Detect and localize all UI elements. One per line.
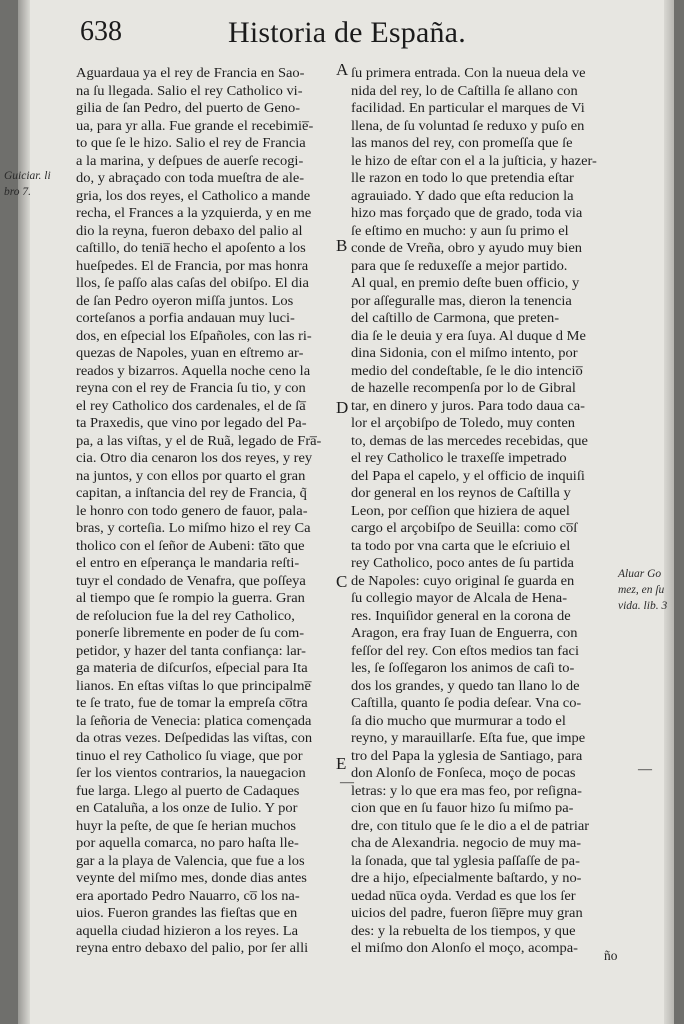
text-line: de Napoles: cuyo original ſe guarda en [351,572,575,588]
section-letter-a: A [336,60,349,79]
text-line: don Alonſo de Fonſeca, moço de pocas [351,765,576,780]
text-line: el miſmo don Alonſo el moço, acompa- [351,940,578,955]
text-line: gar a la playa de Valencia, que fue a los [76,852,305,868]
text-line: facilidad. En particular el marques de Vi [351,100,585,115]
margin-note-line: bro 7. [4,186,32,198]
text-line: te ſe trato, fue de tomar la empreſa co̅tra [76,695,308,710]
text-line: uicios del padre, fueron ſie̅pre muy gran [351,905,583,920]
text-line: ta Praxedis, que vino por legado del Pa- [76,415,307,430]
text-line: gilia de ſan Pedro, del puerto de Geno- [76,100,301,115]
text-line: tuyr el condado de Venafra, que poſſeya [76,572,306,588]
text-line: cia. Otro dia cenaron los dos reyes, y rey [76,450,313,465]
margin-note-line: vida. lib. 3 [618,600,668,612]
page-gutter [18,0,30,1024]
section-letter-e: E [336,754,347,773]
text-line: rey Catholico, poco antes de ſu partida [351,555,574,570]
text-line: les, ſe ſoſſegaron los animos de caſi to- [351,660,575,675]
section-letter-c: C [336,572,348,591]
text-line: ua, para yr alla. Fue grande el recebimie̅- [76,117,314,133]
text-line: recha, el Frances a la yzquierda, y en me [76,205,312,220]
text-line: hueſpedes. El de Francia, por mas honra [76,257,309,273]
text-line: na juntos, y con ellos por quarto el gran [76,467,306,483]
page-number: 638 [80,16,122,47]
text-line: to, demas de las mercedes recebidas, que [351,432,588,448]
text-line: reyno, y marauillarſe. Eſta fue, que impe [351,730,586,745]
text-line: quezas de Napoles, yuan en eſtremo ar- [76,345,304,360]
text-line: reyna con el rey de Francia ſu tio, y con [76,380,306,395]
text-line: Caſtilla, quanto ſe podia deſear. Vna co- [351,695,582,710]
text-line: el rey Catholico le traxeſſe impetrado [351,450,567,465]
text-line: tro del Papa la yglesia de Santiago, para [351,747,583,763]
text-line: res. Inquiſidor general en la corona de [351,607,571,623]
text-line: dina Sidonia, con el miſmo intento, por [351,345,578,360]
left-column [76,64,338,957]
text-line: de ſan Pedro oyeron miſſa juntos. Los [76,292,294,308]
text-line: cargo el arçobiſpo de Seuilla: como co̅ſ [351,520,578,535]
text-line: Aguardaua ya el rey de Francia en Sao- [76,65,305,80]
text-line: da otras vezes. Deſpedidas las viſtas, con [76,730,313,745]
margin-note-line: Guiciar. li [4,170,51,182]
text-line: dor general en los reynos de Caſtilla y [351,485,571,500]
margin-note-left [4,168,51,200]
text-line: huyr la peſte, de que ſe herian muchos [76,817,297,833]
text-line: la ſeñoria de Venecia: platica començada [76,712,312,728]
catchword: ño [604,948,618,963]
text-line: al tiempo que ſe rompio la guerra. Gran [76,590,305,605]
text-line: gria, los dos reyes, el Catholico a mande [76,187,311,203]
text-line: la ſonada, que tal yglesia paſſaſſe de pa- [351,852,580,868]
text-line: tinuo el rey Catholico ſu viage, que por [76,747,303,763]
text-line: hizo mas forçado que de grado, toda via [351,205,583,220]
margin-note-line: Aluar Go [618,568,662,580]
text-line: del caſtillo de Carmona, que preten- [351,310,560,325]
text-line: cion que en ſu fauor hizo ſu miſmo pa- [351,800,574,815]
section-letter-b: B [336,236,348,255]
book-page [4,0,674,1024]
text-line: de reſolucion fue la del rey Catholico, [76,607,295,623]
text-line: a la marina, y deſpues de auerſe recogi- [76,152,304,168]
text-line: tar, en dinero y juros. Para todo daua ca- [351,397,585,413]
text-line: del Papa el capelo, y el officio de inquiſi [351,467,585,483]
text-line: llos, ſe paſſo alas caſas del obiſpo. El dia [76,275,309,290]
text-line: feſſor del rey. Con eſtos medios tan faci [351,642,579,658]
text-line: Al qual, en premio deſte buen officio, y [351,275,580,290]
section-letter-d: D [336,398,349,417]
text-line: medio del condeſtable, ſe le dio intencio̅ [351,362,583,378]
text-line: ga materia de diſcurſos, eſpecial para Ita [76,660,308,675]
text-line: de hazelle recompenſa por lo de Gibral [351,380,576,395]
running-head: Historia de España. [228,16,466,49]
text-line: reyna entro debaxo del palio, por ſer alli [76,940,309,955]
text-line: le hizo de eſtar con el a la juſticia, y hazer- [351,152,597,168]
text-line: por aſſeguralle mas, dieron la tenencia [351,292,572,308]
text-line: dia ſe le deuia y era ſuya. Al duque d Me [351,327,586,343]
text-line: petidor, y hazer del tanta confiança: lar- [76,642,307,658]
text-line: na ſu llegada. Salio el rey Catholico vi- [76,82,303,98]
margin-dash-mark: — [340,775,354,790]
page-edge [664,0,674,1024]
text-line: dos, en eſpecial los Eſpañoles, con las ri- [76,327,312,343]
text-line: tholico con el ſeñor de Aubeni: ta̅to que [76,537,305,553]
text-line: reados y bizarros. Aquella noche ceno la [76,362,311,378]
text-line: lle razon en todo lo que pretendia eſtar [351,170,574,185]
text-line: cha de Alexandria. negocio de muy ma- [351,835,582,850]
text-line: dre, con titulo que ſe le dio a el de patriar [351,817,590,833]
text-line: dre a hijo, eſpecialmente baſtardo, y no- [351,870,582,885]
text-line: des: y la rebuelta de los tiempos, y que [351,922,576,938]
text-line: para que ſe reduxeſſe a mejor partido. [351,257,568,273]
text-line: uios. Fueron grandes las fieſtas que en [76,905,298,920]
text-line: uedad nu̅ca oyda. Verdad es que los ſer [351,887,576,903]
margin-note-right [618,566,667,614]
text-line: ſa dio mucho que murmurar a todo el [351,712,566,728]
text-line: conde de Vreña, obro y ayudo muy bien [351,240,583,255]
text-line: el rey Catholico dos cardenales, el de ſa̅ [76,397,306,413]
text-line: bras, y corteſia. Lo miſmo hizo el rey Ca [76,520,311,535]
text-line: dos los grandes, y quedo tan llano lo de [351,677,580,693]
text-line: llena, de ſu voluntad ſe reduxo y puſo en [351,117,585,133]
text-line: le honro con todo genero de fauor, pala- [76,502,308,518]
text-line: capitan, a inſtancia del rey de Francia, q̃ [76,485,307,500]
margin-note-line: mez, en ſu [618,584,665,596]
text-line: ſe eſtimo en mucho: y aun ſu primo el [351,222,569,238]
text-line: lianos. En eſtas viſtas lo que principalme̅ [76,677,311,693]
text-line: caſtillo, do tenia̅ hecho el apoſento a los [76,240,306,255]
text-line: nida del rey, lo de Caſtilla ſe allano con [351,82,578,98]
text-line: dio la reyna, fueron debaxo del palio al [76,222,303,238]
text-line: fue larga. Llego al puerto de Cadaques [76,782,300,798]
text-line: Aragon, era fray Iuan de Enguerra, con [351,625,578,640]
text-line: agrauiado. Y dado que eſta reducion la [351,187,574,203]
text-line: por aquella comarca, no paro haſta lle- [76,835,299,850]
text-line: era aportado Pedro Nauarro, co̅ los na- [76,887,300,903]
text-line: ta todo por vna carta que le eſcriuio el [351,537,571,553]
margin-dash-mark-right: — [638,762,652,777]
text-line: pa, a las viſtas, y el de Ruã, legado de Fra̅- [76,432,322,448]
text-line: to que ſe le hizo. Salio el rey de Francia [76,135,306,150]
text-line: do, y abraçado con toda mueſtra de ale- [76,170,305,185]
text-line: ſer los vientos contrarios, la nauegacion [76,765,306,780]
text-line: en Cataluña, a los onze de Iulio. Y por [76,800,298,815]
text-line: ſu primera entrada. Con la nueua dela ve [351,65,586,80]
text-line: lor el arçobiſpo de Toledo, muy conten [351,415,576,430]
text-line: aquella ciudad hizieron a los reyes. La [76,922,299,938]
text-line: ponerſe libremente en poder de ſu com- [76,625,305,640]
text-line: el entro en eſperança le mandaria reſti- [76,555,300,570]
text-line: Leon, por ceſſion que hiziera de aquel [351,502,570,518]
text-line: corteſanos a porfia andauan muy luci- [76,310,295,325]
text-line: las manos del rey, con promeſſa que ſe [351,135,573,150]
text-line: letras: y lo que era mas feo, por reſigna- [351,782,582,798]
text-line: ſu collegio mayor de Alcala de Hena- [351,590,568,605]
text-line: veynte del miſmo mes, donde dias antes [76,870,307,885]
right-column [351,64,619,957]
